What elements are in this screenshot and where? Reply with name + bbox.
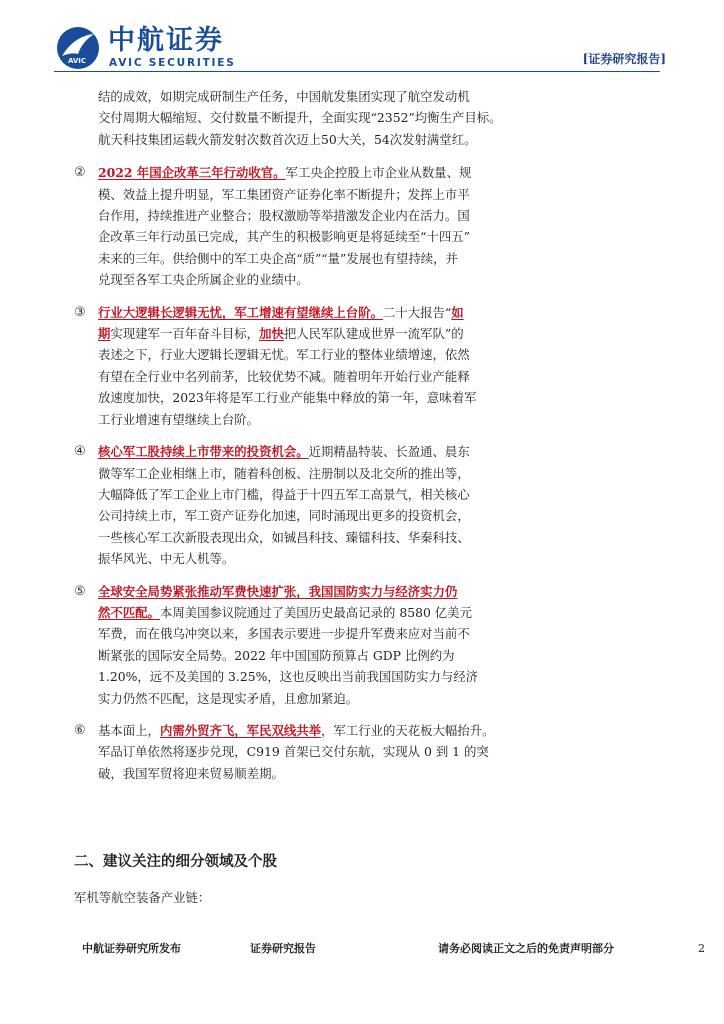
avic-logo-icon	[56, 26, 100, 70]
highlighted-text: 2022 年国企改革三年行动收官。	[98, 165, 286, 181]
body-text: 军工央企控股上市企业从数量、规	[285, 165, 472, 181]
report-type-tag: [证券研究报告]	[582, 52, 666, 66]
list-item	[74, 302, 654, 430]
body-text: 放速度加快，2023年将是军工行业产能集中释放的第一年，意味着军	[98, 390, 477, 406]
highlighted-text: 内需外贸齐飞，军民双线共举	[159, 722, 322, 738]
logo-chinese-name: 中航证券	[108, 25, 224, 56]
paragraph-line	[98, 409, 654, 430]
svg-text:AVIC: AVIC	[67, 57, 87, 65]
footer-publisher: 中航证券研究所发布	[82, 942, 181, 955]
list-item	[74, 162, 654, 290]
paragraph-line	[98, 623, 654, 644]
paragraph-line	[98, 505, 654, 526]
paragraph-line	[98, 107, 654, 128]
highlighted-text: 然不匹配。	[98, 604, 160, 620]
list-item	[74, 581, 654, 709]
body-text: 公司持续上市，军工资产证券化加速，同时涌现出更多的投资机会，	[98, 508, 470, 524]
body-text: 破，我国军贸将迎来贸易顺差期。	[98, 765, 284, 781]
main-content	[74, 86, 654, 795]
body-text: 实力仍然不匹配，这是现实矛盾，且愈加紧迫。	[98, 690, 359, 706]
paragraph-line	[98, 387, 654, 408]
paragraph-line	[98, 720, 654, 741]
paragraph-line	[98, 302, 654, 323]
body-text: 基本面上，	[98, 722, 160, 738]
paragraph-line	[98, 666, 654, 687]
sub-heading: 军机等航空装备产业链：	[74, 890, 211, 905]
paragraph-line	[98, 205, 654, 226]
body-text: 振华风光、中无人机等。	[98, 551, 235, 567]
paragraph-line	[98, 269, 654, 290]
paragraph-line	[98, 323, 654, 344]
paragraph-line	[98, 226, 654, 247]
body-text: 本周美国参议院通过了美国历史最高记录的 8580 亿美元	[159, 604, 472, 620]
body-text: 兑现至各军工央企所属企业的业绩中。	[98, 272, 309, 288]
paragraph-line	[98, 129, 654, 150]
body-text: 工行业增速有望继续上台阶。	[98, 411, 260, 427]
body-text: 模、效益上提升明显，军工集团资产证券化率不断提升；发挥上市平	[98, 186, 470, 202]
body-text: 台作用，持续推进产业整合；股权激励等举措激发企业内在活力。国	[98, 208, 470, 224]
paragraph-line	[98, 441, 654, 462]
body-text: 交付周期大幅缩短、交付数量不断提升，全面实现“2352”均衡生产目标。	[98, 110, 502, 126]
list-item	[74, 441, 654, 569]
list-item	[74, 720, 654, 784]
paragraph-line	[98, 741, 654, 762]
highlighted-text: 如	[451, 304, 464, 320]
paragraph-line	[98, 581, 654, 602]
highlighted-text: 行业大逻辑长逻辑无忧，军工增速有望继续上台阶。	[98, 304, 383, 320]
body-text: ，军工行业的天花板大幅抬升。	[321, 722, 495, 738]
body-text: 一些核心军工次新股表现出众，如铖昌科技、臻镭科技、华秦科技、	[98, 529, 470, 545]
footer-disclaimer-note: 请务必阅读正文之后的免责声明部分	[438, 942, 614, 955]
body-text: 企改革三年行动虽已完成，其产生的积极影响更是将延续至“十四五”	[98, 229, 470, 245]
body-text: 实现建军一百年奋斗目标，	[110, 326, 260, 342]
item-number: ④	[74, 444, 86, 460]
body-text: 军费，而在俄乌冲突以来，多国表示要进一步提升军费来应对当前不	[98, 626, 470, 642]
body-text: 微等军工企业相继上市，随着科创板、注册制以及北交所的推出等，	[98, 465, 470, 481]
paragraph-line	[98, 86, 654, 107]
logo-english-name: AVIC SECURITIES	[109, 57, 236, 69]
paragraph-line	[98, 688, 654, 709]
item-number: ②	[74, 165, 86, 181]
header-divider	[54, 71, 660, 72]
paragraph-line	[98, 602, 654, 623]
paragraph-line	[98, 527, 654, 548]
paragraph-line	[98, 463, 654, 484]
body-text: 二十大报告“	[382, 304, 452, 320]
paragraph-line	[98, 484, 654, 505]
body-text: 军品订单依然将逐步兑现，C919 首架已交付东航，实现从 0 到 1 的突	[98, 744, 489, 760]
paragraph-line	[98, 184, 654, 205]
body-text: 结的成效，如期完成研制生产任务，中国航发集团实现了航空发动机	[98, 89, 470, 104]
item-number: ⑤	[74, 583, 86, 599]
body-text: 未来的三年。供给侧中的军工央企高“质”“量”发展也有望持续，并	[98, 250, 458, 266]
page-number: 2	[698, 942, 705, 955]
footer-report-type: 证券研究报告	[250, 942, 316, 955]
item-number: ③	[74, 304, 86, 320]
body-text: 把人民军队建成世界一流军队”的	[283, 326, 464, 342]
paragraph-line	[98, 344, 654, 365]
paragraph-line	[98, 366, 654, 387]
item-number: ⑥	[74, 722, 86, 738]
paragraph-line	[98, 548, 654, 569]
body-text: 有望在全行业中名列前茅，比较优势不减。随着明年开始行业产能释	[98, 368, 470, 384]
highlighted-text: 期	[98, 326, 111, 342]
paragraph-line	[98, 248, 654, 269]
paragraph-line	[98, 645, 654, 666]
list-item	[74, 86, 654, 150]
highlighted-text: 核心军工股持续上市带来的投资机会。	[98, 444, 309, 460]
body-text: 大幅降低了军工企业上市门槛，得益于十四五军工高景气，相关核心	[98, 486, 470, 502]
body-text: 近期精晶特装、长盈通、晨东	[308, 444, 470, 460]
body-text: 表述之下，行业大逻辑长逻辑无忧。军工行业的整体业绩增速，依然	[98, 347, 470, 363]
section-title: 二、建议关注的细分领域及个股	[74, 854, 277, 870]
body-text: 断紧张的国际安全局势。2022 年中国国防预算占 GDP 比例约为	[98, 647, 455, 663]
body-text: 航天科技集团运载火箭发射次数首次迈上50大关，54次发射满堂红。	[98, 131, 477, 147]
highlighted-text: 加快	[259, 326, 284, 342]
highlighted-text: 全球安全局势紧张推动军费快速扩张，我国国防实力与经济实力仍	[98, 583, 458, 599]
page-header	[54, 22, 666, 72]
paragraph-line	[98, 162, 654, 183]
body-text: 1.20%，远不及美国的 3.25%，这也反映出当前我国国防实力与经济	[98, 669, 479, 685]
paragraph-line	[98, 763, 654, 784]
